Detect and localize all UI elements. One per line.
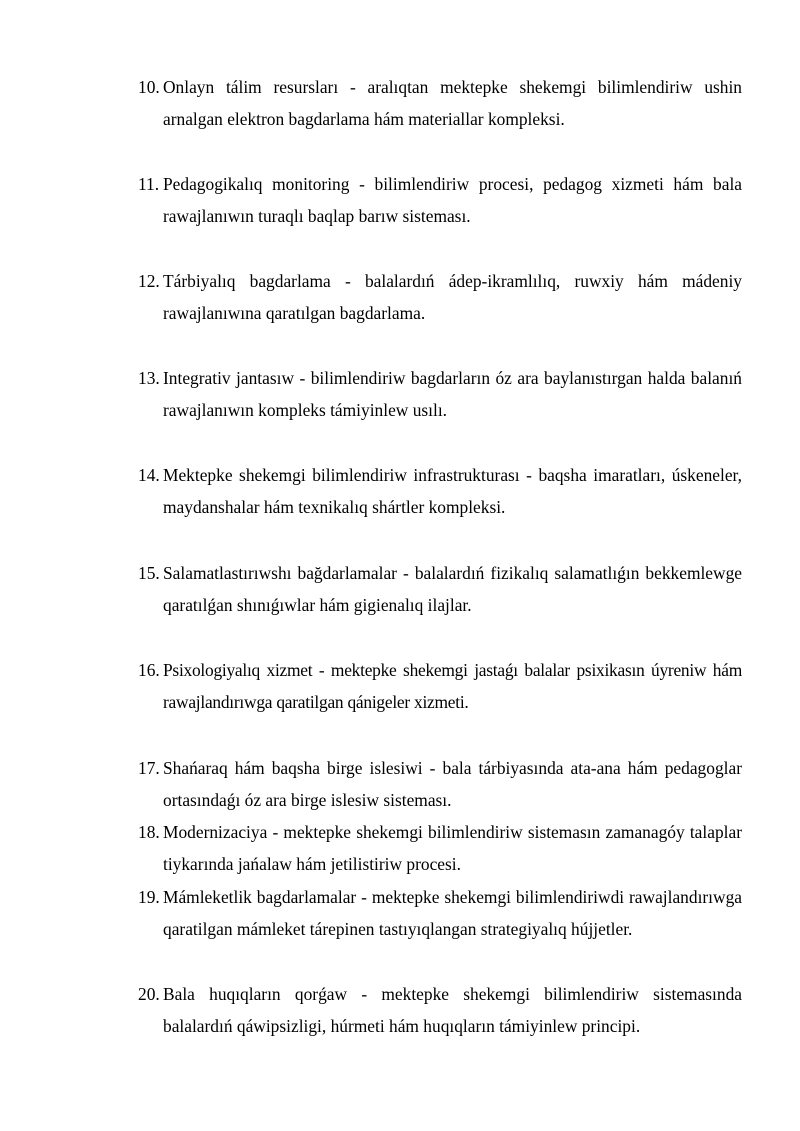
item-text: Mámleketlik bagdarlamalar - mektepke shekemgi bilimlendiriwdi rawajlandırıwga qaratilgan mámleket tárepinen tastıyıqlangan strategiyalıq hújjetler. (163, 887, 742, 939)
item-number: 13. (138, 368, 160, 388)
item-text: Pedagogikalıq monitoring - bilimlendiriw procesi, pedagog xizmeti hám bala rawajlanıwın turaqlı baqlap barıw sisteması. (163, 174, 742, 226)
item-text: Modernizaciya - mektepke shekemgi bilimlendiriw sistemasın zamanagóy talaplar tiykarında jańalaw hám jetilistiriw procesi. (163, 822, 742, 874)
item-number: 16. (138, 660, 160, 680)
definition-item-11 (138, 168, 742, 232)
item-text: Onlayn tálim resursları - aralıqtan mektepke shekemgi bilimlendiriw ushin arnalgan elektron bagdarlama hám materiallar kompleksi. (163, 77, 742, 129)
definition-item-16 (138, 654, 742, 718)
item-number: 14. (138, 465, 160, 485)
item-number: 15. (138, 563, 160, 583)
item-text: Bala huqıqların qorǵaw - mektepke shekemgi bilimlendiriw sistemasında balalardıń qáwipsizligi, húrmeti hám huqıqların támiyinlew principi. (163, 984, 742, 1036)
item-text: Integrativ jantasıw - bilimlendiriw bagdarların óz ara baylanıstırgan halda balanıń rawajlanıwın kompleks támiyinlew usılı. (163, 368, 742, 420)
item-text: Tárbiyalıq bagdarlama - balalardıń ádep-ikramlılıq, ruwxiy hám mádeniy rawajlanıwına qaratılgan bagdarlama. (163, 271, 742, 323)
item-text: Salamatlastırıwshı bağdarlamalar - balalardıń fizikalıq salamatlıǵın bekkemlewge qaratılǵan shınıǵıwlar hám gigienalıq ilajlar. (163, 563, 742, 615)
definition-item-17 (138, 752, 742, 816)
definition-item-10 (138, 71, 742, 135)
item-number: 20. (138, 984, 160, 1004)
item-number: 17. (138, 758, 160, 778)
item-number: 12. (138, 271, 160, 291)
item-number: 18. (138, 822, 160, 842)
definition-item-13 (138, 362, 742, 426)
item-text: Mektepke shekemgi bilimlendiriw infrastrukturası - baqsha imaratları, úskeneler, maydanshalar hám texnikalıq shártler kompleksi. (163, 465, 742, 517)
definition-item-20 (138, 978, 742, 1042)
item-number: 11. (138, 174, 160, 194)
definition-item-12 (138, 265, 742, 329)
definition-item-15 (138, 557, 742, 621)
item-text: Shańaraq hám baqsha birge islesiwi - bala tárbiyasında ata-ana hám pedagoglar ortasındaǵı óz ara birge islesiw sisteması. (163, 758, 742, 810)
definition-item-18 (138, 816, 742, 880)
definition-item-19 (138, 881, 742, 945)
item-number: 19. (138, 887, 160, 907)
item-number: 10. (138, 77, 160, 97)
definition-item-14 (138, 459, 742, 523)
item-text: Psixologiyalıq xizmet - mektepke shekemgi jastaǵı balalar psixikasın úyreniw hám rawajlandırıwga qaratilgan qánigeler xizmeti. (163, 660, 742, 712)
